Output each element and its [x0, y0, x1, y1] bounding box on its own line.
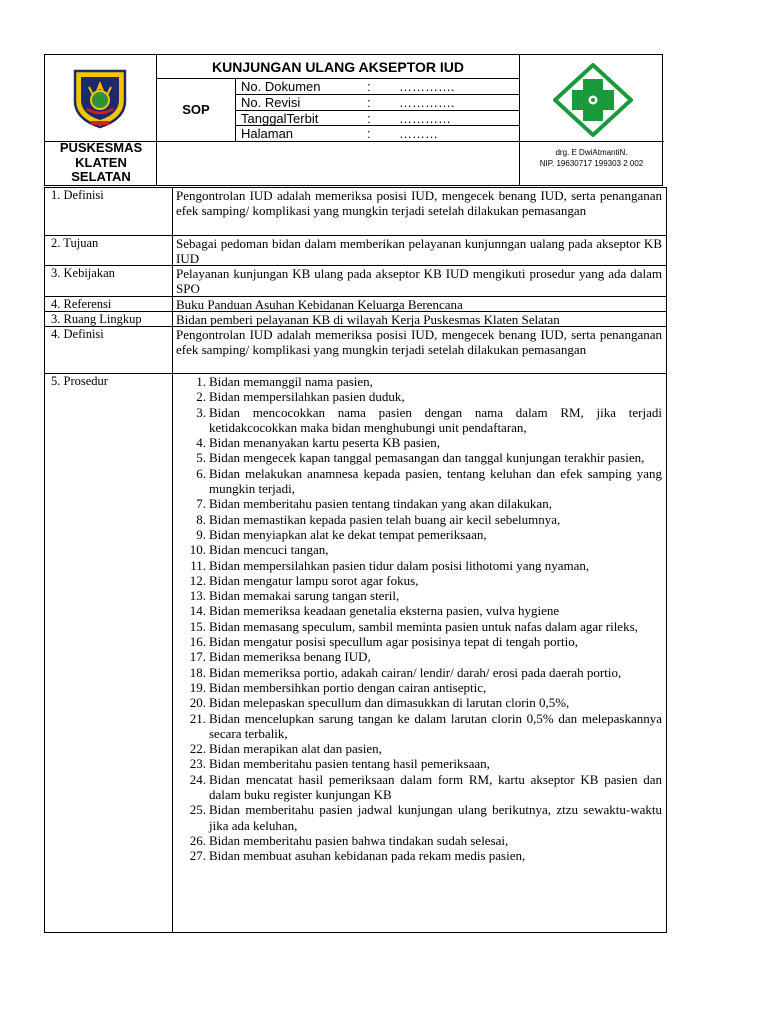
table-row: [45, 297, 666, 312]
procedure-step: [176, 665, 662, 680]
step-text: Bidan menanyakan kartu peserta KB pasien,: [209, 435, 441, 451]
step-text: Bidan memanggil nama pasien,: [209, 374, 373, 389]
procedure-step: [176, 496, 662, 511]
table-row: [45, 266, 666, 297]
row-text: Pelayanan kunjungan KB ulang pada akseptor KB IUD mengikuti prosedur yang ada dalam SPO: [176, 266, 662, 296]
step-number: 2.: [196, 389, 206, 405]
step-number: 8.: [196, 511, 206, 527]
meta-row-tanggal-terbit: [235, 111, 519, 127]
procedure-step: [176, 374, 662, 389]
procedure-step: [176, 389, 662, 404]
step-text: Bidan merapikan alat dan pasien,: [209, 741, 382, 757]
row-text: Sebagai pedoman bidan dalam memberikan pelayanan kunjunngan ualang pada akseptor KB IUD: [176, 236, 662, 266]
procedure-step: [176, 848, 662, 863]
step-number: 22.: [189, 741, 206, 757]
step-text: Bidan melakukan anamnesa kepada pasien, tentang keluhan dan efek samping yang mungkin terjadi,: [209, 465, 662, 497]
signatory-name: drg. E DwiAtmantiN.: [555, 148, 628, 157]
step-text: Bidan memeriksa keadaan genetalia eksterna pasien, vulva hygiene: [209, 603, 560, 619]
step-number: 27.: [189, 848, 206, 864]
meta-row-revisi: [235, 95, 519, 111]
step-number: 19.: [189, 679, 206, 695]
procedure-step: [176, 772, 662, 803]
row-label: 4. Referensi: [51, 297, 112, 311]
puskesmas-logo: [553, 63, 633, 137]
step-text: Bidan menyiapkan alat ke dekat tempat pemeriksaan,: [209, 526, 487, 542]
step-text: Bidan mengatur posisi specullum agar posisinya tepat di tengah portio,: [209, 634, 578, 650]
meta-label: No. Dokumen: [241, 79, 321, 94]
row-label: 4. Definisi: [51, 327, 104, 341]
meta-value: ………….: [399, 79, 455, 94]
step-text: Bidan mempersilahkan pasien tidur dalam posisi lithotomi yang nyaman,: [209, 557, 590, 573]
table-row-prosedur: [45, 374, 666, 932]
step-text: Bidan mengatur lampu sorot agar fokus,: [209, 572, 419, 588]
step-text: Bidan membersihkan portio dengan cairan antiseptic,: [209, 679, 487, 695]
step-number: 18.: [189, 664, 206, 680]
step-number: 12.: [189, 572, 206, 588]
signatory-nip: NIP. 19630717 199303 2 002: [539, 159, 644, 168]
step-number: 25.: [189, 802, 206, 818]
procedure-step: [176, 405, 662, 436]
step-text: Bidan memberitahu pasien tentang tindakan yang akan dilakukan,: [209, 496, 552, 512]
step-number: 20.: [189, 695, 206, 711]
procedure-step: [176, 588, 662, 603]
org-line: PUSKESMAS: [59, 140, 143, 155]
step-number: 16.: [189, 634, 206, 650]
step-number: 26.: [189, 832, 206, 848]
step-number: 10.: [189, 542, 206, 558]
sop-header: [44, 54, 663, 186]
step-text: Bidan memakai sarung tangan steril,: [209, 588, 400, 604]
table-row: [45, 327, 666, 374]
procedure-step: [176, 680, 662, 695]
meta-value: …………: [399, 111, 451, 126]
procedure-step: [176, 634, 662, 649]
step-number: 14.: [189, 603, 206, 619]
org-line: KLATEN: [75, 154, 127, 170]
procedure-step: [176, 542, 662, 557]
procedure-step: [176, 603, 662, 618]
step-text: Bidan mencuci tangan,: [209, 542, 329, 558]
regency-emblem-logo: [69, 67, 131, 129]
procedure-step: [176, 695, 662, 710]
step-number: 24.: [189, 771, 206, 787]
procedure-step: [176, 833, 662, 848]
table-row: [45, 188, 666, 236]
meta-colon: :: [367, 126, 371, 141]
procedure-step: [176, 466, 662, 497]
meta-value: ………: [399, 126, 438, 141]
step-text: Bidan memberitahu pasien bahwa tindakan sudah selesai,: [209, 832, 509, 848]
step-number: 1.: [196, 374, 206, 389]
row-text: Pengontrolan IUD adalah memeriksa posisi IUD, mengecek benang IUD, serta penanganan efek samping/ komplikasi yang mungkin terjadi setelah dilakukan pemasangan: [176, 188, 662, 218]
procedure-step: [176, 527, 662, 542]
step-text: Bidan melepaskan specullum dan dimasukkan di larutan clorin 0,5%,: [209, 695, 570, 711]
step-number: 5.: [196, 450, 206, 466]
sop-label: SOP: [182, 102, 210, 117]
row-label: 5. Prosedur: [51, 374, 108, 388]
step-number: 11.: [190, 557, 206, 573]
procedure-step: [176, 619, 662, 634]
step-number: 13.: [189, 588, 206, 604]
signatory-block: [519, 141, 664, 187]
step-number: 6.: [196, 465, 206, 481]
step-text: Bidan memberitahu pasien jadwal kunjungan ulang berikutnya, ztzu sewaktu-waktu jika ada keluhan,: [209, 802, 662, 833]
step-number: 15.: [189, 618, 206, 634]
meta-colon: :: [367, 79, 371, 94]
meta-label: Halaman: [241, 126, 294, 141]
procedure-step: [176, 649, 662, 664]
row-label: 3. Kebijakan: [51, 266, 115, 280]
step-text: Bidan memastikan kepada pasien telah buang air kecil sebelumnya,: [209, 511, 561, 527]
meta-colon: :: [367, 111, 371, 126]
row-text: Bidan pemberi pelayanan KB di wilayah Kerja Puskesmas Klaten Selatan: [176, 312, 560, 327]
meta-row-halaman: [235, 126, 519, 142]
step-text: Bidan memeriksa portio, adakah cairan/ lendir/ darah/ erosi pada daerah portio,: [209, 664, 622, 680]
step-text: Bidan membuat asuhan kebidanan pada rekam medis pasien,: [209, 848, 526, 864]
row-text: Buku Panduan Asuhan Kebidanan Keluarga Berencana: [176, 297, 463, 312]
procedure-step: [176, 573, 662, 588]
step-text: Bidan mencatat hasil pemeriksaan dalam form RM, kartu akseptor KB pasien dan dalam buku register kunjungan KB: [209, 771, 662, 803]
meta-value: ………….: [399, 95, 455, 110]
step-text: Bidan memasang speculum, sambil meminta pasien untuk nafas dalam agar rileks,: [209, 618, 638, 634]
step-number: 17.: [189, 649, 206, 665]
meta-colon: :: [367, 95, 371, 110]
row-label: 3. Ruang Lingkup: [51, 312, 142, 326]
step-number: 4.: [196, 435, 206, 451]
procedure-step: [176, 512, 662, 527]
table-row: [45, 312, 666, 327]
meta-label: No. Revisi: [241, 95, 301, 110]
step-number: 23.: [189, 756, 206, 772]
org-line: SELATAN: [71, 169, 131, 184]
step-text: Bidan mencocokkan nama pasien dengan nama dalam RM, jika terjadi ketidakcocokkan maka bidan menghubungi unit pendaftaran,: [209, 404, 662, 435]
step-text: Bidan memberitahu pasien tentang hasil pemeriksaan,: [209, 756, 490, 772]
procedure-steps-list: [176, 374, 662, 864]
procedure-step: [176, 558, 662, 573]
procedure-step: [176, 741, 662, 756]
row-label: 1. Definisi: [51, 188, 104, 202]
step-number: 9.: [196, 526, 206, 542]
step-text: Bidan mengecek kapan tanggal pemasangan dan tanggal kunjungan terakhir pasien,: [209, 450, 645, 466]
organization-name: [45, 141, 157, 187]
step-text: Bidan mempersilahkan pasien duduk,: [209, 389, 405, 405]
step-text: Bidan memeriksa benang IUD,: [209, 649, 371, 665]
meta-row-dokumen: [235, 79, 519, 95]
procedure-step: [176, 802, 662, 833]
procedure-step: [176, 711, 662, 742]
sop-content-table: [44, 187, 667, 933]
procedure-step: [176, 435, 662, 450]
row-text: Pengontrolan IUD adalah memeriksa posisi IUD, mengecek benang IUD, serta penanganan efek samping/ komplikasi yang mungkin terjadi setelah dilakukan pemasangan: [176, 327, 662, 357]
procedure-step: [176, 450, 662, 465]
row-label: 2. Tujuan: [51, 236, 99, 250]
table-row: [45, 236, 666, 266]
procedure-step: [176, 756, 662, 771]
meta-label: TanggalTerbit: [241, 111, 319, 126]
step-number: 7.: [196, 496, 206, 512]
step-number: 21.: [189, 710, 206, 726]
step-text: Bidan mencelupkan sarung tangan ke dalam larutan clorin 0,5% dan melepaskannya secara terbalik,: [209, 710, 662, 741]
step-number: 3.: [196, 404, 206, 420]
document-title: KUNJUNGAN ULANG AKSEPTOR IUD: [211, 59, 464, 75]
